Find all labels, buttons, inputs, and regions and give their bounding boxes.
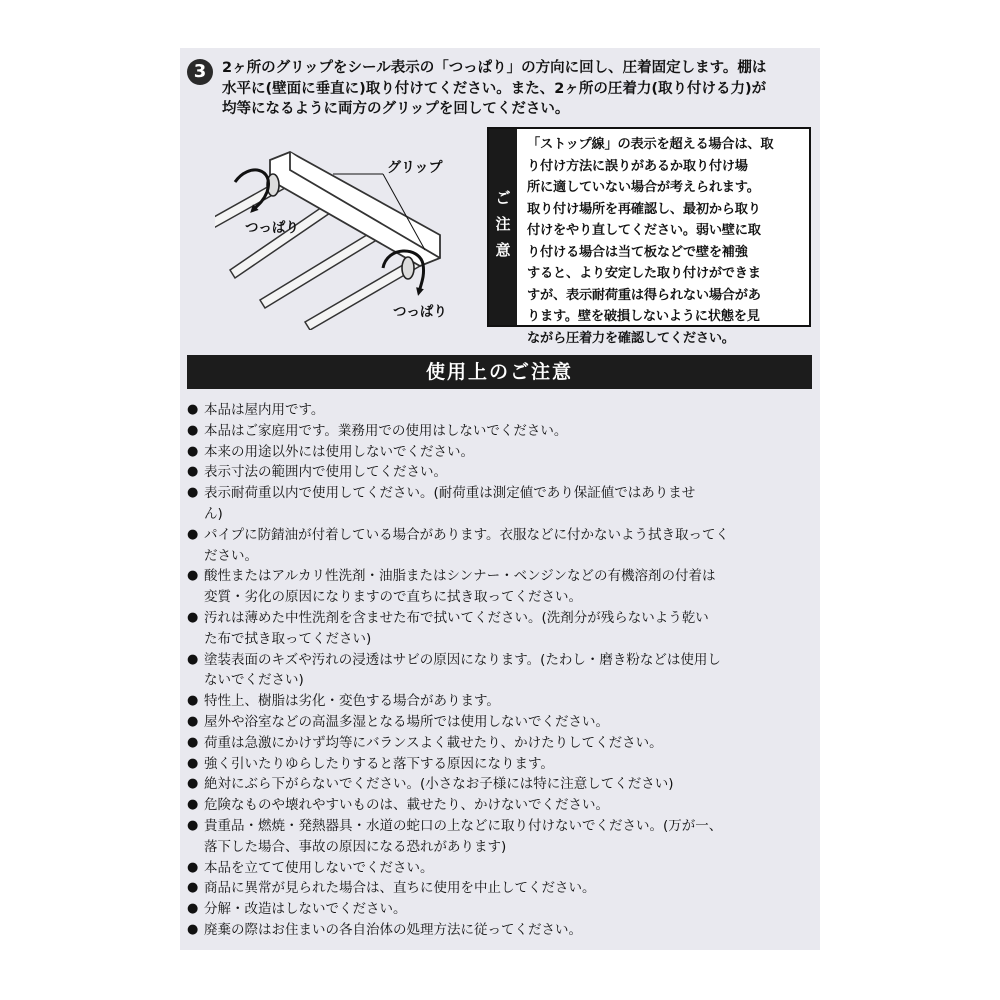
note-item xyxy=(187,691,817,712)
usage-notes-list xyxy=(187,400,817,941)
section-title: 使用上のご注意 xyxy=(187,355,812,389)
note-text xyxy=(204,691,817,712)
step-instructions xyxy=(222,58,807,120)
note-text xyxy=(204,608,817,650)
note-item xyxy=(187,421,817,442)
note-line: ださい。 xyxy=(204,547,258,564)
bullet-icon: ● xyxy=(187,901,199,917)
note-item xyxy=(187,712,817,733)
note-line: 特性上、樹脂は劣化・変色する場合があります。 xyxy=(204,693,500,710)
grip-diagram xyxy=(215,130,485,330)
step-line: 2ヶ所のグリップをシール表示の「つっぱり」の方向に回し、圧着固定します。棚は xyxy=(222,60,767,76)
tighten-label: つっぱり xyxy=(393,304,447,320)
caution-tab xyxy=(489,129,517,325)
bullet-icon: ● xyxy=(187,921,199,937)
caution-tab-char: 注 xyxy=(495,215,511,233)
note-item xyxy=(187,525,817,567)
tighten-label: つっぱり xyxy=(245,220,299,236)
note-line: 貴重品・燃焼・発熱器具・水道の蛇口の上などに取り付けないでください。(万が一、 xyxy=(204,817,723,834)
note-item xyxy=(187,774,817,795)
note-item xyxy=(187,442,817,463)
note-text xyxy=(204,795,817,816)
caution-line: り付ける場合は当て板などで壁を補強 xyxy=(527,244,748,260)
note-item xyxy=(187,754,817,775)
note-item xyxy=(187,733,817,754)
note-item xyxy=(187,483,817,525)
caution-line: 「ストップ線」の表示を超える場合は、取 xyxy=(527,137,774,152)
note-line: 荷重は急激にかけず均等にバランスよく載せたり、かけたりしてください。 xyxy=(204,734,663,751)
note-text xyxy=(204,421,817,442)
caution-line: すると、より安定した取り付けができま xyxy=(527,266,761,281)
note-line: ないでください) xyxy=(204,672,304,689)
bullet-icon: ● xyxy=(187,568,199,584)
note-item xyxy=(187,608,817,650)
note-text xyxy=(204,816,817,858)
note-text xyxy=(204,920,817,941)
note-item xyxy=(187,858,817,879)
note-text xyxy=(204,400,817,421)
bullet-icon: ● xyxy=(187,443,199,459)
note-line: 分解・改造はしないでください。 xyxy=(204,901,407,918)
bullet-icon: ● xyxy=(187,693,199,709)
note-line: 本品はご家庭用です。業務用での使用はしないでください。 xyxy=(204,422,568,439)
note-line: 酸性またはアルカリ性洗剤・油脂またはシンナー・ベンジンなどの有機溶剤の付着は xyxy=(204,568,716,585)
note-line: ん) xyxy=(204,505,223,522)
bullet-icon: ● xyxy=(187,734,199,750)
note-line: 汚れは薄めた中性洗剤を含ませた布で拭いてください。(洗剤分が残らないよう乾い xyxy=(204,609,709,626)
bullet-icon: ● xyxy=(187,609,199,625)
note-line: 表示寸法の範囲内で使用してください。 xyxy=(204,464,447,481)
note-item xyxy=(187,899,817,920)
note-text xyxy=(204,878,817,899)
bullet-icon: ● xyxy=(187,776,199,792)
note-item xyxy=(187,462,817,483)
caution-line: 所に適していない場合が考えられます。 xyxy=(527,180,760,195)
note-line: 商品に異常が見られた場合は、直ちに使用を中止してください。 xyxy=(204,880,596,897)
note-text xyxy=(204,733,817,754)
bullet-icon: ● xyxy=(187,817,199,833)
bullet-icon: ● xyxy=(187,713,199,729)
caution-text xyxy=(527,134,807,349)
note-text xyxy=(204,462,817,483)
note-line: 表示耐荷重以内で使用してください。(耐荷重は測定値であり保証値ではありませ xyxy=(204,485,696,502)
note-text xyxy=(204,566,817,608)
note-text xyxy=(204,650,817,692)
note-line: 落下した場合、事故の原因になる恐れがあります) xyxy=(204,838,507,855)
note-line: 絶対にぶら下がらないでください。(小さなお子様には特に注意してください) xyxy=(204,776,674,793)
note-text xyxy=(204,754,817,775)
bullet-icon: ● xyxy=(187,526,199,542)
note-line: 本品を立てて使用しないでください。 xyxy=(204,859,434,876)
note-item xyxy=(187,650,817,692)
caution-line: り付け方法に誤りがあるか取り付け場 xyxy=(527,158,748,174)
note-text xyxy=(204,442,817,463)
note-line: 危険なものや壊れやすいものは、載せたり、かけないでください。 xyxy=(204,797,609,814)
bullet-icon: ● xyxy=(187,485,199,501)
note-line: 強く引いたりゆらしたりすると落下する原因になります。 xyxy=(204,755,554,772)
note-text xyxy=(204,483,817,525)
note-text xyxy=(204,712,817,733)
note-text xyxy=(204,774,817,795)
note-line: た布で拭き取ってください) xyxy=(204,630,372,647)
bullet-icon: ● xyxy=(187,422,199,438)
grip-label: グリップ xyxy=(387,160,443,176)
note-item xyxy=(187,400,817,421)
bullet-icon: ● xyxy=(187,880,199,896)
caution-tab-char: 意 xyxy=(495,241,511,259)
bullet-icon: ● xyxy=(187,651,199,667)
caution-line: 付けをやり直してください。弱い壁に取 xyxy=(527,223,761,238)
bullet-icon: ● xyxy=(187,859,199,875)
note-line: 塗装表面のキズや汚れの浸透はサビの原因になります。(たわし・磨き粉などは使用し xyxy=(204,651,721,668)
caution-line: すが、表示耐荷重は得られない場合があ xyxy=(527,287,761,303)
note-text xyxy=(204,899,817,920)
note-text xyxy=(204,858,817,879)
note-line: 廃棄の際はお住まいの各自治体の処理方法に従ってください。 xyxy=(204,921,582,938)
caution-line: ります。壁を破損しないように状態を見 xyxy=(527,309,760,324)
step-line: 均等になるように両方のグリップを回してください。 xyxy=(222,101,570,117)
note-item xyxy=(187,920,817,941)
bullet-icon: ● xyxy=(187,464,199,480)
note-line: パイプに防錆油が付着している場合があります。衣服などに付かないよう拭き取ってく xyxy=(204,526,730,543)
note-line: 変質・劣化の原因になりますので直ちに拭き取ってください。 xyxy=(204,589,582,606)
note-text xyxy=(204,525,817,567)
bullet-icon: ● xyxy=(187,755,199,771)
step-number-badge: 3 xyxy=(187,59,213,85)
bullet-icon: ● xyxy=(187,402,199,417)
note-line: 本来の用途以外には使用しないでください。 xyxy=(204,443,474,460)
caution-line: ながら圧着力を確認してください。 xyxy=(527,330,735,346)
step-line: 水平に(壁面に垂直に)取り付けてください。また、2ヶ所の圧着力(取り付ける力)が xyxy=(222,80,767,97)
bullet-icon: ● xyxy=(187,797,199,813)
note-item xyxy=(187,878,817,899)
note-item xyxy=(187,795,817,816)
note-item xyxy=(187,566,817,608)
caution-line: 取り付け場所を再確認し、最初から取り xyxy=(527,201,761,217)
note-line: 屋外や浴室などの高温多湿となる場所では使用しないでください。 xyxy=(204,713,609,730)
caution-tab-char: ご xyxy=(495,189,511,207)
note-line: 本品は屋内用です。 xyxy=(204,402,325,418)
caution-box xyxy=(487,127,811,346)
note-item xyxy=(187,816,817,858)
